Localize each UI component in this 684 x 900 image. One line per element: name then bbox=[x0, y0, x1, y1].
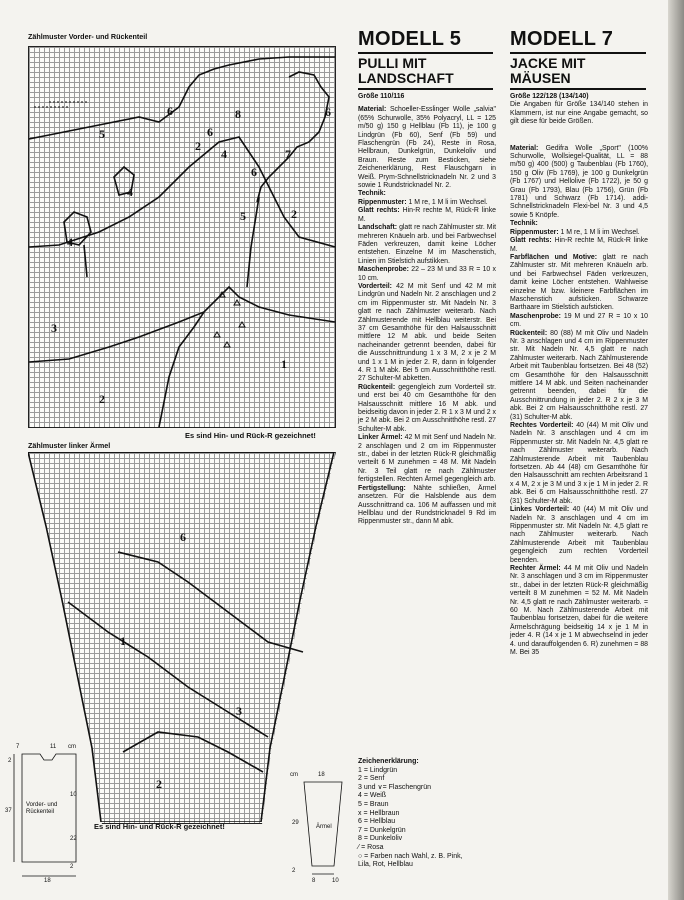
tree-trunk-left bbox=[84, 245, 87, 277]
pattern-number: 6 bbox=[325, 105, 331, 119]
schematic-dim: 2 bbox=[8, 758, 12, 764]
field-line bbox=[29, 287, 335, 362]
label: Technik: bbox=[510, 220, 538, 228]
pattern-number: 2 bbox=[156, 777, 162, 791]
legend-item: 2 = Senf bbox=[358, 775, 385, 783]
title-rule bbox=[510, 52, 646, 54]
schematic-dim: 18 bbox=[44, 878, 51, 884]
legend-item: x = Hellbraun bbox=[358, 809, 400, 817]
label: Landschaft: bbox=[358, 224, 398, 232]
clouds bbox=[34, 102, 89, 107]
schematic-dim: 29 bbox=[292, 820, 299, 826]
pattern-number: 2 bbox=[195, 139, 201, 153]
label: Vorderteil: bbox=[358, 282, 392, 290]
glatt-text: Hin-R rechte M, Rück-R linke M. bbox=[358, 207, 497, 223]
material-text: Gedifra Wolle „Sport" (100% Schurwolle, Wollsiegel-Qualität, LL = 88 m/50 g) 400 (500) g Taubenblau (Fb 1760), 150 g Oliv (Fb 1769), je 100 g Dunkelgrün (Fb 1767) und Hellolive (Fb 1722), je 50 g Grau (Fb 1793), Blau (Fb 1756), Grün (Fb 1781) und Schwarz (Fb 1714). addi-Schnellstricknadeln Flexi-bel Nr. 3 und 4,5 sowie 5 Knöpfe. bbox=[510, 144, 649, 219]
schematic-dim: 10 bbox=[332, 878, 339, 884]
label: Maschenprobe: bbox=[510, 312, 561, 320]
pattern-number: 7 bbox=[285, 147, 291, 161]
size-label: Größe 122/128 (134/140) bbox=[510, 93, 589, 100]
legend-item: 7 = Dunkelgrün bbox=[358, 826, 406, 834]
pattern-number: 4 bbox=[67, 235, 73, 249]
pattern-number: 1 bbox=[281, 357, 287, 371]
pattern-number: 2 bbox=[291, 207, 297, 221]
legend-item: ○ = Farben nach Wahl, z. B. Pink, bbox=[358, 852, 463, 860]
body-schematic bbox=[4, 742, 88, 890]
label: Maschenprobe: bbox=[358, 266, 409, 274]
pattern-number: 1 bbox=[120, 634, 126, 648]
legend-item: 6 = Hellblau bbox=[358, 818, 396, 826]
pattern-number: 2 bbox=[99, 392, 105, 406]
label: Rückenteil: bbox=[510, 329, 548, 337]
maschenprobe-text: 22 – 23 M und 33 R = 10 x 10 cm. bbox=[358, 266, 496, 282]
label: Glatt rechts: bbox=[510, 237, 552, 245]
front-back-chart bbox=[28, 46, 336, 428]
rueckenteil-text: gegengleich zum Vorderteil str. und erst bei 40 cm Gesamthöhe für den Halsausschnitt mittlere 16 M abk. und beidseitig davon in jeder 2. R 1 x 3 M und 2 x je 2 M abk. Bei 2 cm Ausschnitthöhe restl. 27 Schulter-M abk. bbox=[358, 383, 496, 433]
farb-text: glatt re nach Zählmuster str. Mit mehreren Knäueln arb. und bei Farbwechsel Fäden verkreuzen, damit keine Löcher entstehen. Wahlweise einzelne M bzw. kleinere Farbflächen im Maschenstich aufsticken. Schwarze Barthaare im Stielstich aufsticken. bbox=[510, 253, 648, 312]
label: Rückenteil: bbox=[358, 383, 396, 391]
hill-line-1 bbox=[29, 57, 335, 139]
label: Farbflächen und Motive: bbox=[510, 253, 598, 261]
label: Technik: bbox=[358, 190, 386, 198]
label: Fertigstellung: bbox=[358, 484, 406, 492]
sleeve-schematic bbox=[290, 768, 346, 890]
schematic-part-name: Vorder- und Rückenteil bbox=[26, 802, 58, 815]
legend bbox=[358, 758, 496, 870]
legend-item: 4 = Weiß bbox=[358, 792, 387, 800]
schematic-dim: 8 bbox=[312, 878, 316, 884]
aermel-text: 42 M mit Senf und Nadeln Nr. 2 anschlagen und 2 cm im Rippenmuster str., dabei in der letzten Rück-R gleichmäßig verteilt 6 M zunehmen = 48 M. Mit Nadeln Nr. 3 Teil glatt re nach Zählmuster fertigstellen. Rechten Ärmel gegengleich arb. bbox=[358, 434, 496, 484]
rippen-text: 1 M re, 1 M li im Wechsel. bbox=[560, 228, 640, 236]
label: Glatt rechts: bbox=[358, 207, 400, 215]
legend-item: 1 = Lindgrün bbox=[358, 766, 398, 774]
pattern-number: 5 bbox=[99, 127, 105, 141]
lvorder-text: 40 (44) M mit Oliv und Nadeln Nr. 3 anschlagen und 4 cm im Rippenmuster str. Mit Nadeln Nr. 4,5 glatt re nach Zählmuster weiterarb. Nach Zählmusterende Arbeit mit Taubenblau gegengleich zum rechten Vorderteil beenden. bbox=[510, 506, 649, 564]
pattern-number: 3 bbox=[236, 704, 242, 718]
sleeve-chart-caption: Zählmuster linker Ärmel bbox=[28, 441, 111, 450]
pattern-number: 6 bbox=[251, 165, 257, 179]
modell7-text bbox=[510, 93, 648, 657]
ruecken-text: 80 (88) M mit Oliv und Nadeln Nr. 3 anschlagen und 4 cm im Rippenmuster str. Mit Nadeln Nr. 4,5 glatt re nach Zählmuster weiterarb. Nach Zählmusterende Arbeit mit Taubenblau fortsetzen. Bei 48 (52) cm Gesamthöhe für den Halsausschnitt mittlere 14 M abk. und Seiten nacheinander getrennt beenden, dabei für die Ausschnittrundung in jeder 2. R 2 x je 3 M abk. Bei 2 cm Halsausschnitthöhe restl. 27 (31) Schulter-M abk. bbox=[510, 329, 649, 421]
material-text: Schoeller-Esslinger Wolle „salvia" (65% Schurwolle, 35% Polyacryl, LL = 125 m/50 g) 150 g Hellblau (Fb 11), je 100 g Lindgrün (Fb 60), Senf (Fb 59) und Flaschengrün (Fb 24), Reste in Rosa, Hellbraun, Dunkelgrün, Dunkeloliv und Braun. Reste zum Besticken, siehe Zeichenerklärung, Rest Flauschgarn in Weiß. Prym-Schnellstricknadeln Nr. 2 und 3 sowie 1 Rundstricknadel Nr. 2. bbox=[358, 106, 496, 190]
schematic-dim: 37 bbox=[5, 808, 12, 814]
schematic-unit: cm bbox=[68, 744, 76, 750]
glatt-text: Hin-R rechte M, Rück-R linke M. bbox=[510, 237, 649, 253]
schematic-dim: 18 bbox=[318, 772, 325, 778]
flowers bbox=[214, 292, 245, 347]
rippen-text: 1 M re, 1 M li im Wechsel. bbox=[408, 198, 488, 206]
pattern-number: 6 bbox=[207, 125, 213, 139]
schematic-dim: 22 bbox=[70, 836, 77, 842]
label: Linkes Vorderteil: bbox=[510, 506, 570, 514]
schematic-dim: 10 bbox=[70, 792, 77, 798]
schematic-dim: 2 bbox=[292, 868, 296, 874]
pattern-number: 6 bbox=[167, 104, 173, 118]
subtitle-rule bbox=[510, 88, 646, 90]
modell5-subtitle: PULLI MIT LANDSCHAFT bbox=[358, 55, 454, 86]
label: Rechter Ärmel: bbox=[510, 564, 561, 572]
legend-item: Lila, Rot, Hellblau bbox=[358, 861, 413, 869]
pattern-number: 8 bbox=[235, 107, 241, 121]
front-chart-hint: Es sind Hin- und Rück-R gezeichnet! bbox=[185, 431, 316, 440]
tree-trunk bbox=[247, 197, 259, 287]
modell5-title: MODELL 5 bbox=[358, 28, 462, 50]
sleeve-chart-hint: Es sind Hin- und Rück-R gezeichnet! bbox=[94, 822, 225, 831]
legend-item: 3 und ∨= Flaschengrün bbox=[358, 783, 432, 791]
legend-title: Zeichenerklärung: bbox=[358, 758, 419, 765]
rvorder-text: 40 (44) M mit Oliv und Nadeln Nr. 3 anschlagen und 4 cm im Rippenmuster str. Mit Nadeln Nr. 4,5 glatt re nach Zählmuster weiterarb. Nach Zählmusterende Arbeit mit Taubenblau fortsetzen. Ab 44 (48) cm Gesamthöhe für den Halsausschnitt am rechten Arbeitsrand 1 x 4 M, 2 x je 3 M und 3 x je 1 M in jeder 2. R abk. Bei 6 cm Halsausschnitthöhe restl. 27 (31) Schulter-M abk. bbox=[510, 422, 649, 505]
vorderteil-text: 42 M mit Senf und 42 M mit Lindgrün und Nadeln Nr. 2 anschlagen und 2 cm im Rippenmuster str. Mit Nadeln Nr. 3 glatt re nach Zählmuster weiterarb. Nach Zählmusterende mit Hellblau weiterstr. Bei 37 cm Gesamthöhe für den Halsausschnitt mittlere 12 M abk. und beide Seiten nacheinander getrennt beenden, dabei für die Ausschnittrundung 1 x 3 M, 2 x je 2 M und 1 x 1 M in jeder 2. R, dann in folgender 4. R 1 M abk. Bei 5 cm Ausschnitthöhe restl. 27 Schulter-M abketten. bbox=[358, 282, 496, 383]
schematic-unit: cm bbox=[290, 772, 298, 778]
legend-item: 5 = Braun bbox=[358, 800, 389, 808]
label: Rippenmuster: bbox=[510, 228, 559, 236]
sleeve-line-3 bbox=[123, 732, 263, 772]
schematic-dim: 11 bbox=[50, 744, 57, 750]
label: Material: bbox=[510, 144, 539, 152]
label: Material: bbox=[358, 106, 387, 114]
modell7-title: MODELL 7 bbox=[510, 28, 614, 50]
page-edge bbox=[668, 0, 684, 900]
schematic-part-name: Ärmel bbox=[316, 824, 332, 830]
fertig-text: Nähte schließen, Ärmel ansetzen. Für die Halsblende aus dem Ausschnittrand ca. 106 M auffassen und mit Hellblau und der Rundstricknadel 9 Rd im Rippenmuster str., dann M abk. bbox=[358, 484, 496, 526]
modell7-subtitle: JACKE MIT MÄUSEN bbox=[510, 55, 586, 86]
sleeve-line-2 bbox=[118, 552, 303, 652]
maschenprobe-text: 19 M und 27 R = 10 x 10 cm. bbox=[510, 312, 648, 329]
raermel-text: 44 M mit Oliv und Nadeln Nr. 3 anschlagen und 3 cm im Rippenmuster str., dabei in der letzten Rück-R gleichmäßig verteilt 8 M zunehmen = 52 M. Mit Nadeln Nr. 4,5 glatt re nach Zählmuster weiterarb. = 60 M. Nach Zählmusterende Arbeit mit Taubenblau fortsetzen, dabei für die weitere Ärmelschrägung beidseitig 14 x je 1 M in jeder 4. R (14 x je 1 M abwechselnd in jeder 4. und darauffolgenden 6. R) zunehmen = 88 M. Bei 35 bbox=[510, 564, 648, 656]
legend-item: 8 = Dunkeloliv bbox=[358, 835, 403, 843]
pattern-number: 4 bbox=[127, 185, 133, 199]
label: Linker Ärmel: bbox=[358, 434, 403, 442]
front-chart-caption: Zählmuster Vorder- und Rückenteil bbox=[28, 32, 148, 41]
label: Rippenmuster: bbox=[358, 198, 407, 206]
modell5-text bbox=[358, 93, 496, 527]
landschaft-text: glatt re nach Zählmuster str. Mit mehreren Knäueln arb. und bei Farbwechsel Fäden verkreuzen, damit keine Löcher entstehen. Einzelne M im Maschenstich, Linien im Stielstich aufstikken. bbox=[358, 224, 496, 265]
subtitle-rule bbox=[358, 88, 493, 90]
pattern-number: 6 bbox=[180, 530, 186, 544]
pattern-number: 4 bbox=[221, 147, 227, 161]
intro-text: Die Angaben für Größe 134/140 stehen in Klammern, ist nur eine Angabe gemacht, so gilt diese für beide Größen. bbox=[510, 101, 648, 126]
label: Rechtes Vorderteil: bbox=[510, 422, 574, 430]
size-label: Größe 110/116 bbox=[358, 93, 405, 100]
title-rule bbox=[358, 52, 493, 54]
pattern-number: 3 bbox=[51, 321, 57, 335]
landscape-motif bbox=[29, 47, 335, 427]
pattern-number: 5 bbox=[240, 209, 246, 223]
legend-item: ⁄ = Rosa bbox=[358, 843, 384, 851]
tree-crown bbox=[257, 72, 329, 202]
schematic-dim: 2 bbox=[70, 864, 74, 870]
road-line bbox=[159, 312, 204, 427]
schematic-dim: 7 bbox=[16, 744, 20, 750]
